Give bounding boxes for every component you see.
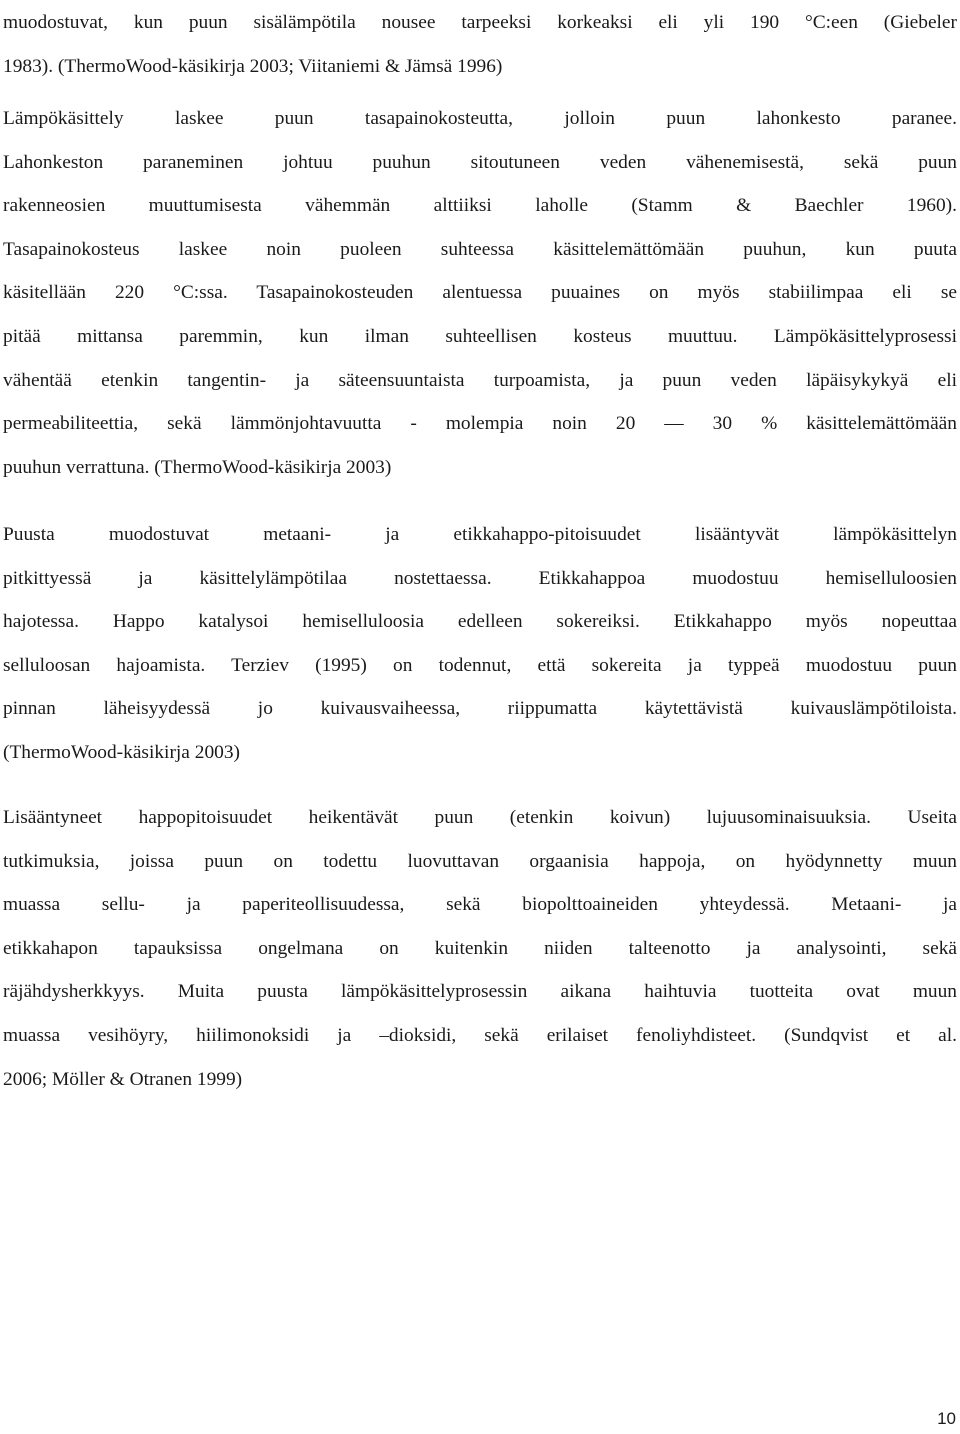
text-line: vähentää etenkin tangentin- ja säteensuuntaista turpoamista, ja puun veden läpäisykykyä eli [3, 369, 957, 391]
text-line: pitkittyessä ja käsittelylämpötilaa nostettaessa. Etikkahappoa muodostuu hemiselluloosien [3, 567, 957, 589]
text-line: Lämpökäsittely laskee puun tasapainokosteutta, jolloin puun lahonkesto paranee. [3, 108, 957, 129]
text-line: pinnan läheisyydessä jo kuivausvaiheessa, riippumatta käytettävistä kuivauslämpötiloista. [3, 698, 957, 720]
text-line: muassa sellu- ja paperiteollisuudessa, sekä biopolttoaineiden yhteydessä. Metaani- ja [3, 894, 957, 916]
text-line: muodostuvat, kun puun sisälämpötila nousee tarpeeksi korkeaksi eli yli 190 °C:een (Giebeler [3, 12, 957, 33]
text-line: rakenneosien muuttumisesta vähemmän alttiiksi laholle (Stamm & Baechler 1960). [3, 195, 957, 217]
paragraph-acid-formation [3, 513, 957, 775]
page-number: 10 [937, 1409, 956, 1428]
text-line: Puusta muodostuvat metaani- ja etikkahappo-pitoisuudet lisääntyvät lämpökäsittelyn [3, 524, 957, 545]
paragraph-volatile-products [3, 796, 957, 1101]
text-line: etikkahapon tapauksissa ongelmana on kuitenkin niiden talteenotto ja analysointi, sekä [3, 937, 957, 959]
text-line: Lisääntyneet happopitoisuudet heikentävät puun (etenkin koivun) lujuusominaisuuksia. Useita [3, 807, 957, 828]
text-line: räjähdysherkkyys. Muita puusta lämpökäsittelyprosessin aikana haihtuvia tuotteita ovat muun [3, 981, 957, 1003]
paragraph-decay-resistance [3, 97, 957, 489]
text-line: 2006; Möller & Otranen 1999) [3, 1068, 243, 1090]
text-line: 1983). (ThermoWood-käsikirja 2003; Viitaniemi & Jämsä 1996) [3, 55, 503, 77]
text-line: selluloosan hajoamista. Terziev (1995) on todennut, että sokereita ja typpeä muodostuu puun [3, 654, 957, 676]
text-line: Tasapainokosteus laskee noin puoleen suhteessa käsittelemättömään puuhun, kun puuta [3, 238, 957, 260]
text-line: hajotessa. Happo katalysoi hemiselluloosia edelleen sokereiksi. Etikkahappo myös nopeuttaa [3, 611, 957, 633]
text-line: Lahonkeston paraneminen johtuu puuhun sitoutuneen veden vähenemisestä, sekä puun [3, 151, 957, 173]
paragraph-thermal-threshold [3, 1, 957, 88]
text-line: tutkimuksia, joissa puun on todettu luovuttavan orgaanisia happoja, on hyödynnetty muun [3, 850, 957, 872]
text-line: puuhun verrattuna. (ThermoWood-käsikirja 2003) [3, 456, 392, 478]
text-line: permeabiliteettia, sekä lämmönjohtavuutta - molempia noin 20 — 30 % käsittelemättömään [3, 413, 957, 435]
text-line: pitää mittansa paremmin, kun ilman suhteellisen kosteus muuttuu. Lämpökäsittelyprosessi [3, 325, 957, 347]
text-line: muassa vesihöyry, hiilimonoksidi ja –dioksidi, sekä erilaiset fenoliyhdisteet. (Sundqvist et al. [3, 1024, 957, 1046]
text-line: (ThermoWood-käsikirja 2003) [3, 741, 240, 763]
text-line: käsitellään 220 °C:ssa. Tasapainokosteuden alentuessa puuaines on myös stabiilimpaa eli se [3, 282, 957, 304]
